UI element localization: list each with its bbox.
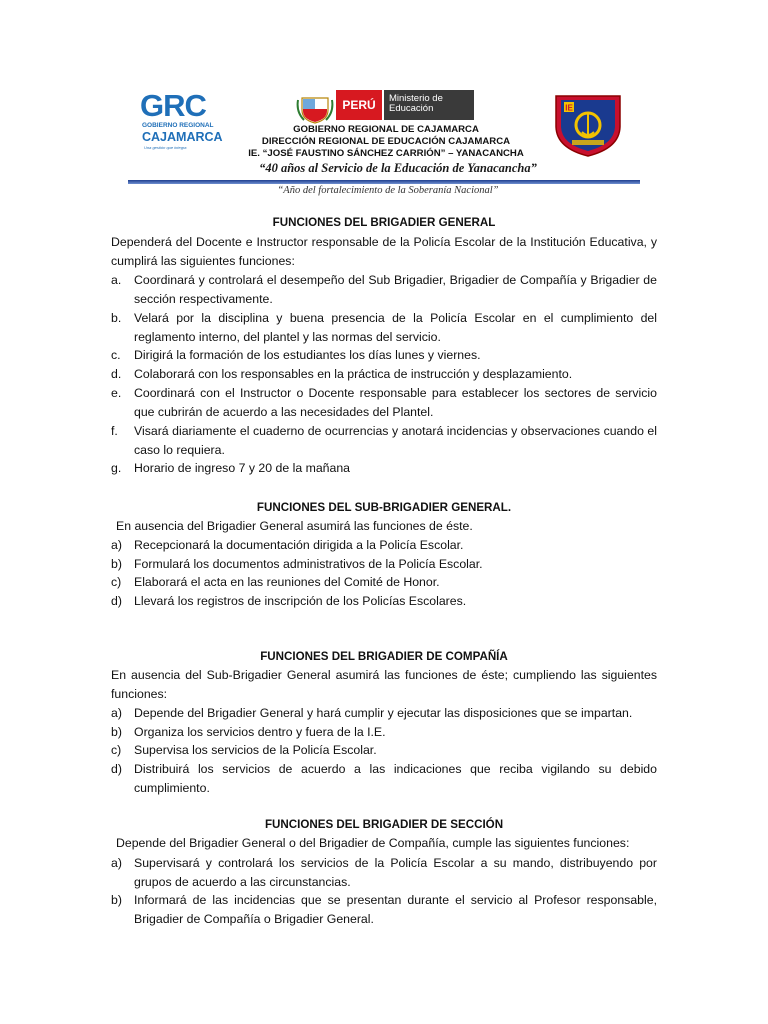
list-marker: f. — [111, 424, 118, 438]
list-marker: d) — [111, 762, 122, 776]
letterhead-line-3: IE. “JOSÉ FAUSTINO SÁNCHEZ CARRIÓN” – YANACANCHA — [248, 148, 524, 159]
section-title: FUNCIONES DEL BRIGADIER DE COMPAÑÍA — [260, 650, 508, 663]
list-item-text: Recepcionará la documentación dirigida a la Policía Escolar. — [134, 538, 464, 552]
section-intro: En ausencia del Brigadier General asumirá las funciones de éste. — [116, 519, 473, 533]
list-marker: d) — [111, 594, 122, 608]
list-item-text: Horario de ingreso 7 y 20 de la mañana — [134, 461, 351, 475]
list-marker: c) — [111, 743, 122, 757]
grc-logo-line2: CAJAMARCA — [142, 130, 223, 144]
ministry-label: Ministerio de Educación — [384, 90, 474, 120]
list-item-text: Depende del Brigadier General y hará cumplir y ejecutar las disposiciones que se impartan. — [134, 706, 633, 720]
section-intro: Depende del Brigadier General o del Brigadier de Compañía, cumple las siguientes funciones: — [116, 836, 630, 850]
grc-logo-line3: Una gestión que integra — [144, 145, 187, 150]
section-intro: En ausencia del Sub-Brigadier General asumirá las funciones de éste; cumpliendo las siguientes funciones: — [111, 668, 657, 701]
header-rule — [128, 180, 640, 184]
list-item-text: Coordinará y controlará el desempeño del Sub Brigadier, Brigadier de Compañía y Brigadier de sección respectivamente. — [134, 273, 657, 306]
list-item-text: Dirigirá la formación de los estudiantes los días lunes y viernes. — [134, 348, 481, 362]
list-item-text: Distribuirá los servicios de acuerdo a las indicaciones que reciba vigilando su debido cumplimiento. — [134, 762, 657, 795]
letterhead — [128, 84, 640, 212]
list-item-text: Coordinará con el Instructor o Docente responsable para establecer los sectores de servicio que cubrirán de acuerdo a las necesidades del Plantel. — [134, 386, 657, 419]
grc-logo-letters: GRC — [140, 88, 206, 123]
list-item-text: Visará diariamente el cuaderno de ocurrencias y anotará incidencias y observaciones cuando el caso lo requiera. — [134, 424, 657, 457]
list-marker: a) — [111, 706, 122, 720]
list-item-text: Elaborará el acta en las reuniones del Comité de Honor. — [134, 575, 440, 589]
list-marker: a) — [111, 856, 122, 870]
list-marker: c) — [111, 575, 122, 589]
anniversary-motto: “40 años al Servicio de la Educación de Yanacancha” — [259, 161, 537, 175]
peru-label: PERÚ — [336, 90, 382, 120]
list-item-text: Velará por la disciplina y buena presencia de la Policía Escolar en el cumplimiento del reglamento interno, del plantel y las normas del servicio. — [134, 311, 657, 344]
list-marker: a) — [111, 538, 122, 552]
list-item-text: Formulará los documentos administrativos de la Policía Escolar. — [134, 557, 483, 571]
list-marker: c. — [111, 348, 121, 362]
school-emblem-icon — [552, 92, 624, 158]
emblem-label: IE — [565, 103, 573, 113]
list-marker: b. — [111, 311, 122, 325]
section-title: FUNCIONES DEL SUB-BRIGADIER GENERAL. — [256, 501, 512, 514]
section-intro: Dependerá del Docente e Instructor responsable de la Policía Escolar de la Institución Educativa, y cumplirá las siguientes funciones: — [111, 235, 657, 268]
list-marker: b) — [111, 557, 122, 571]
letterhead-line-2: DIRECCIÓN REGIONAL DE EDUCACIÓN CAJAMARCA — [261, 136, 511, 147]
list-item-text: Informará de las incidencias que se presentan durante el servicio al Profesor responsable, Brigadier de Compañía o Brigadier General. — [134, 893, 657, 926]
section-title: FUNCIONES DEL BRIGADIER GENERAL — [272, 216, 496, 229]
peru-coat-of-arms-icon — [296, 94, 334, 124]
year-motto: “Año del fortalecimiento de la Soberanía Nacional” — [277, 185, 499, 196]
list-item-text: Colaborará con los responsables en la práctica de instrucción y desplazamiento. — [134, 367, 573, 381]
list-marker: a. — [111, 273, 122, 287]
list-marker: d. — [111, 367, 122, 381]
section-title: FUNCIONES DEL BRIGADIER DE SECCIÓN — [264, 818, 504, 831]
list-item-text: Supervisará y controlará los servicios de la Policía Escolar a su mando, distribuyendo por grupos de acuerdo a las circunstancias. — [134, 856, 657, 889]
list-marker: b) — [111, 893, 122, 907]
list-marker: e. — [111, 386, 122, 400]
list-marker: b) — [111, 725, 122, 739]
letterhead-lines — [216, 124, 556, 160]
list-marker: g. — [111, 461, 122, 475]
letterhead-line-1: GOBIERNO REGIONAL DE CAJAMARCA — [293, 124, 479, 135]
list-item-text: Organiza los servicios dentro y fuera de la I.E. — [134, 725, 386, 739]
list-item-text: Llevará los registros de inscripción de los Policías Escolares. — [134, 594, 467, 608]
list-item-text: Supervisa los servicios de la Policía Escolar. — [134, 743, 377, 757]
grc-logo-line1: GOBIERNO REGIONAL — [142, 122, 214, 129]
